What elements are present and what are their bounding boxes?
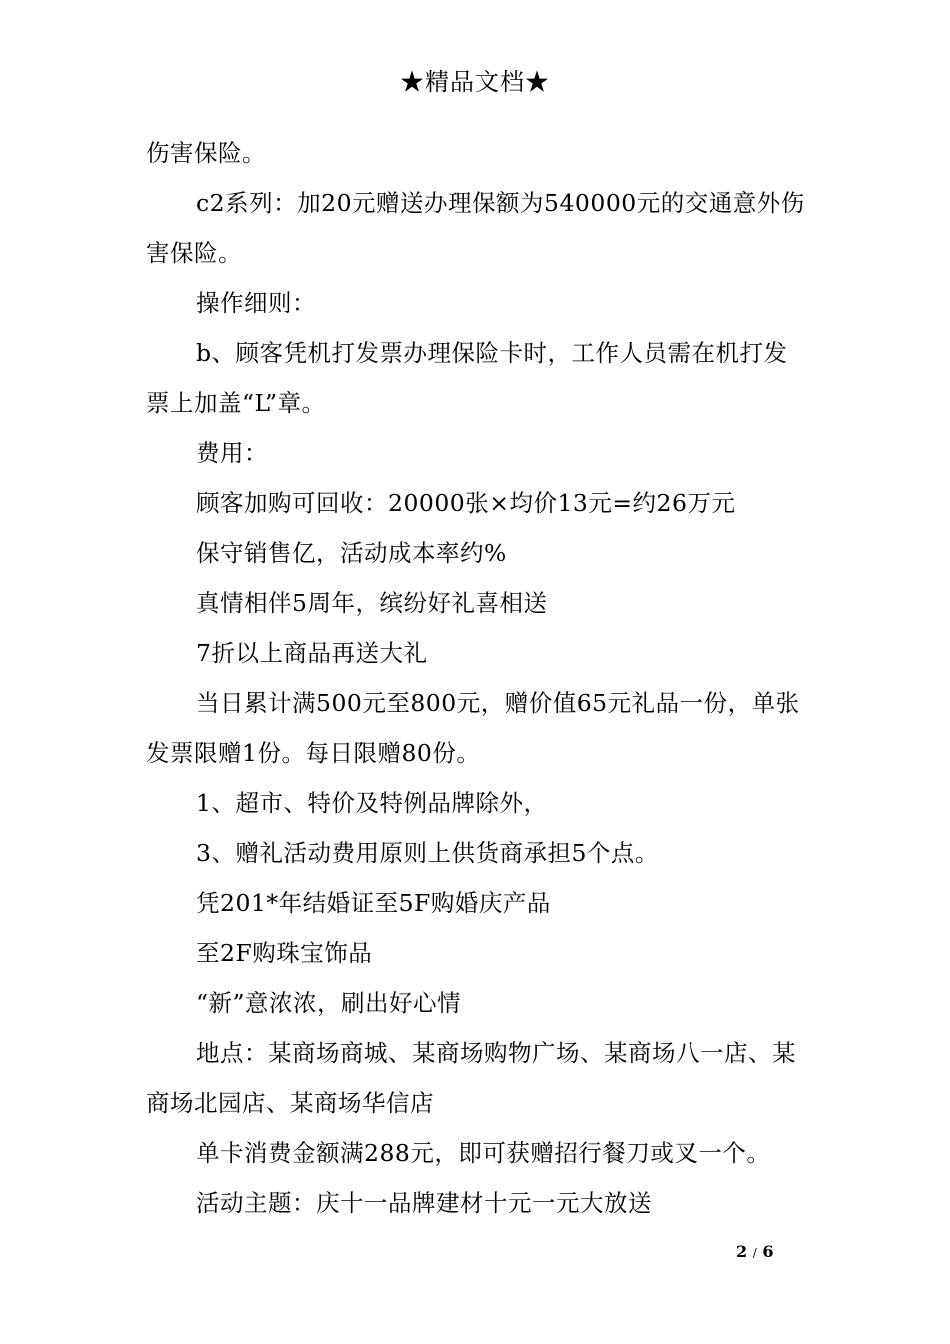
paragraph: 7折以上商品再送大礼	[196, 639, 428, 667]
paragraph: 单卡消费金额满288元，即可获赠招行餐刀或叉一个。	[196, 1139, 771, 1167]
paragraph: 1、超市、特价及特例品牌除外，	[196, 789, 548, 817]
paragraph: 3、赠礼活动费用原则上供货商承担5个点。	[196, 839, 659, 867]
paragraph: 凭201*年结婚证至5F购婚庆产品	[196, 889, 551, 917]
paragraph: 保守销售亿，活动成本率约%	[196, 539, 507, 567]
paragraph: “新”意浓浓，刷出好心情	[196, 989, 462, 1017]
paragraph: 地点：某商场商城、某商场购物广场、某商场八一店、某商场北园店、某商场华信店	[146, 1039, 796, 1117]
paragraph: 操作细则：	[196, 289, 316, 317]
page-number	[736, 1240, 773, 1265]
paragraph: 当日累计满500元至800元，赠价值65元礼品一份，单张发票限赠1份。每日限赠80份。	[146, 689, 800, 767]
paragraph: b、顾客凭机打发票办理保险卡时，工作人员需在机打发票上加盖“L”章。	[146, 339, 788, 417]
page-header-title: ★精品文档★	[400, 68, 550, 96]
paragraph: 至2F购珠宝饰品	[196, 939, 373, 967]
page-number-current: 2	[736, 1242, 748, 1261]
paragraph: 顾客加购可回收：20000张×均价13元=约26万元	[196, 489, 736, 517]
paragraph: 活动主题：庆十一品牌建材十元一元大放送	[196, 1189, 652, 1217]
paragraph: c2系列：加20元赠送办理保额为540000元的交通意外伤害保险。	[146, 189, 805, 267]
page-number-total: 6	[762, 1242, 774, 1261]
paragraph: 真情相伴5周年，缤纷好礼喜相送	[196, 589, 548, 617]
paragraph: 伤害保险。	[146, 139, 266, 167]
paragraph: 费用：	[196, 439, 268, 467]
document-body	[146, 128, 810, 1228]
page-number-separator: /	[752, 1246, 757, 1260]
